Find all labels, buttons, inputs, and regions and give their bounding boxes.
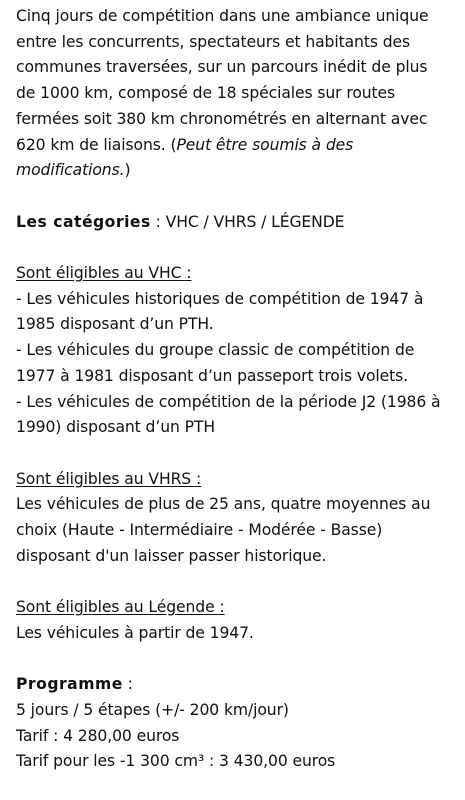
vhc-item: - Les véhicules historiques de compétition de 1947 à 1985 disposant d’un PTH. — [16, 289, 424, 334]
vhc-heading: Sont éligibles au VHC : — [16, 264, 192, 282]
spacer — [16, 441, 449, 467]
intro-text: Cinq jours de compétition dans une ambiance unique entre les concurrents, spectateurs et habitants des communes traversées, sur un parcours inédit de plus de 1000 km, composé de 18 spéciales sur routes fermées soit 380 km chronométrés en alternant avec 620 km de liaisons. ( — [16, 7, 429, 154]
programme-label: Programme — [16, 675, 123, 694]
spacer — [16, 569, 449, 595]
programme-heading — [16, 672, 449, 698]
programme-sep: : — [122, 675, 133, 694]
vhrs-text: Les véhicules de plus de 25 ans, quatre moyennes au choix (Haute - Intermédiaire - Modérée - Basse) disposant d'un laisser passer historique. — [16, 495, 431, 565]
spacer — [16, 235, 449, 261]
intro-paragraph — [16, 4, 449, 184]
categories-line — [16, 210, 449, 236]
programme-line: Tarif pour les -1 300 cm³ : 3 430,00 euros — [16, 752, 336, 771]
legende-heading: Sont éligibles au Légende : — [16, 598, 225, 617]
spacer — [16, 647, 449, 673]
intro-close: ) — [124, 161, 131, 180]
intro-note: Peut être soumis à des modifications. — [16, 135, 354, 180]
categories-label: Les catégories — [16, 212, 151, 231]
categories-list: : VHC / VHRS / LÉGENDE — [150, 212, 345, 231]
programme-line: 5 jours / 5 étapes (+/- 200 km/jour) — [16, 700, 289, 719]
legende-text: Les véhicules à partir de 1947. — [16, 623, 254, 642]
vhc-item: - Les véhicules du groupe classic de compétition de 1977 à 1981 disposant d’un passeport trois volets. — [16, 341, 415, 385]
programme-line: Tarif : 4 280,00 euros — [16, 726, 180, 745]
vhrs-heading: Sont éligibles au VHRS : — [16, 469, 202, 488]
spacer — [16, 184, 449, 210]
vhc-item: - Les véhicules de compétition de la période J2 (1986 à 1990) disposant d’un PTH — [16, 392, 441, 437]
